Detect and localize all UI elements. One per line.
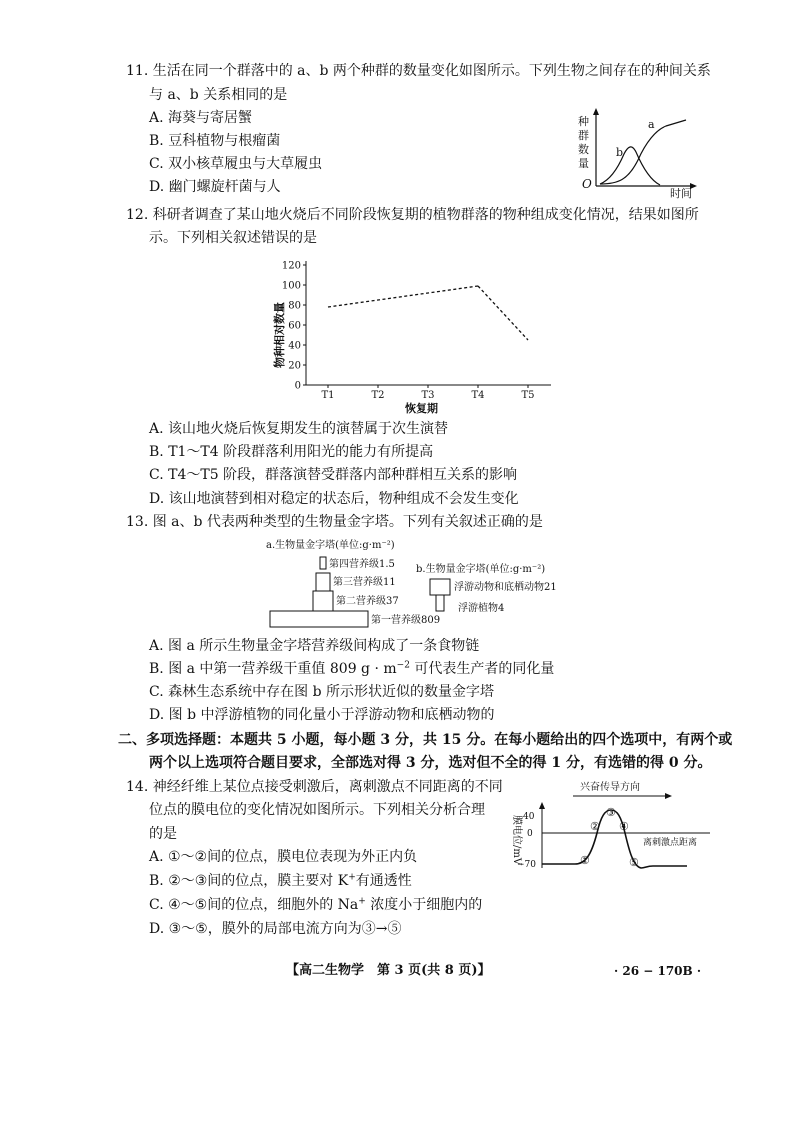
q14-point-5: ⑤ [629,856,639,869]
chart-xtick-label: T3 [421,390,435,401]
q14-option-d: D. ③～⑤，膜外的局部电流方向为③→⑤ [149,921,402,937]
q11-option-b: B. 豆科植物与根瘤菌 [149,133,281,149]
chart-ytick-label: 100 [281,280,301,292]
q14-point-2: ② [590,820,600,833]
q14-option-c-text: C. ④～⑤间的位点，细胞外的 Na [149,897,359,913]
q14-y-arrow [539,802,545,809]
chart-xtick-label: T1 [321,390,335,401]
q11-line2: 与 a、b 关系相同的是 [149,87,288,103]
q13-option-d: D. 图 b 中浮游植物的同化量小于浮游动物和底栖动物的 [149,707,495,723]
pyramid-a-level-1-box [270,611,368,627]
q14-direction-arrow-head [665,793,672,799]
q11-xlabel: 时间 [670,187,692,200]
q11-label-a: a [648,118,655,131]
q11-population-figure [570,108,700,198]
page-footer: 【高二生物学 第 3 页(共 8 页)】 [286,963,491,978]
pyramid-a-level-4-box [320,557,326,569]
q11-curve-b [600,147,660,185]
pyramid-a-level-1-label: 第一营养级809 [371,615,441,626]
q14-arrow-label: 兴奋传导方向 [580,782,640,793]
chart-ytick-label: 60 [288,320,301,332]
q11-option-a: A. 海葵与寄居蟹 [149,110,253,126]
q14-option-c [149,896,482,914]
chart-ytick-label: 120 [281,260,301,272]
q11-ylabel-1: 种 [578,115,589,128]
q11-y-arrow [593,108,599,115]
q14-option-c-superscript: + [358,896,366,907]
q12-line1: 12. 科研者调查了某山地火烧后不同阶段恢复期的植物群落的物种组成变化情况，结果如图所 [126,207,699,223]
q13-option-c: C. 森林生态系统中存在图 b 所示形状近似的数量金字塔 [149,684,494,700]
q13-line1: 13. 图 a、b 代表两种类型的生物量金字塔。下列有关叙述正确的是 [126,514,543,530]
pyramid-a-level-4-label: 第四营养级1.5 [329,559,395,570]
pyramid-a-level-3-label: 第三营养级11 [333,577,396,588]
pyramid-b-title: b.生物量金字塔(单位:g·m⁻²) [416,564,546,575]
pyramid-b-level-1-label: 浮游植物4 [458,603,505,614]
q14-ytick-40: 40 [523,812,535,822]
q14-point-3: ③ [606,806,616,819]
q11-label-b: b [616,146,624,159]
chart-xtick-label: T5 [521,390,535,401]
chart-ytick-label: 0 [294,380,301,392]
q13-option-b-text: B. 图 a 中第一营养级干重值 809 g · m [149,661,397,677]
q11-ylabel-4: 量 [578,157,589,170]
pyramid-b-level-2-box [430,579,450,595]
q14-point-4: ④ [619,820,629,833]
q12-option-c: C. T4～T5 阶段，群落演替受群落内部种群相互关系的影响 [149,467,518,483]
chart-xlabel: 恢复期 [405,402,438,415]
q11-ylabel-2: 群 [578,129,589,142]
pyramid-a-title: a.生物量金字塔(单位:g·m⁻²) [266,540,395,551]
q13-option-a: A. 图 a 所示生物量金字塔营养级间构成了一条食物链 [149,638,480,654]
q12-option-d: D. 该山地演替到相对稳定的状态后，物种组成不会发生变化 [149,491,519,507]
chart-series-segment [328,286,478,307]
chart-xtick-label: T4 [471,390,485,401]
chart-ytick-label: 40 [288,340,301,352]
q13-option-b-tail: 可代表生产者的同化量 [409,661,555,677]
chart-xtick-label: T2 [371,390,385,401]
q14-membrane-potential-figure [505,778,715,878]
q14-option-b-text: B. ②～③间的位点，膜主要对 K [149,873,349,889]
pyramid-a-level-3-box [316,573,330,591]
chart-ylabel: 物种相对数量 [273,302,286,368]
pyramid-b-level-1-box [436,595,444,611]
q11-line1: 11. 生活在同一个群落中的 a、b 两个种群的数量变化如图所示。下列生物之间存在的种间关系 [126,63,711,79]
section2-line1: 二、多项选择题：本题共 5 小题，每小题 3 分，共 15 分。在每小题给出的四个选项中，有两个或 [118,732,733,748]
q13-option-b-superscript: −2 [396,660,410,671]
q12-line2: 示。下列相关叙述错误的是 [149,230,317,246]
q14-ytick-neg70: −70 [517,860,536,870]
chart-ytick-label: 80 [288,300,301,312]
q14-ytick-0: 0 [527,829,533,839]
q14-line3: 的是 [149,826,177,842]
q11-origin: O [582,177,592,191]
q11-ylabel-3: 数 [578,143,589,156]
pyramid-a-level-2-box [313,591,333,611]
q14-option-b [149,872,412,890]
q14-xlabel: 离刺激点距离 [643,838,698,848]
q14-line1: 14. 神经纤维上某位点接受刺激后，离刺激点不同距离的不同 [126,779,503,795]
q14-option-b-superscript: + [348,872,356,883]
q12-line-chart [268,255,568,415]
page-code: · 26 − 170B · [614,964,702,978]
chart-series-segment [478,286,528,340]
q12-option-a: A. 该山地火烧后恢复期发生的演替属于次生演替 [149,421,449,437]
q14-line2: 位点的膜电位的变化情况如图所示。下列相关分析合理 [149,802,485,818]
q14-point-1: ① [580,854,590,867]
q11-option-d: D. 幽门螺旋杆菌与人 [149,179,281,195]
pyramid-b-level-2-label: 浮游动物和底栖动物21 [454,582,557,593]
q12-option-b: B. T1～T4 阶段群落利用阳光的能力有所提高 [149,444,434,460]
q13-pyramid-figure [262,537,582,632]
pyramid-a-level-2-label: 第二营养级37 [336,596,399,607]
chart-ytick-label: 20 [288,360,301,372]
q14-ylabel: 膜电位/mV [511,814,522,866]
q14-option-b-tail: 有通透性 [355,873,412,889]
section2-line2: 两个以上选项符合题目要求，全部选对得 3 分，选对但不全的得 1 分，有选错的得 0 分。 [149,755,712,771]
q14-option-a: A. ①～②间的位点，膜电位表现为外正内负 [149,849,418,865]
q13-option-b [149,660,554,678]
q14-option-c-tail: 浓度小于细胞内的 [365,897,483,913]
q11-option-c: C. 双小核草履虫与大草履虫 [149,156,323,172]
